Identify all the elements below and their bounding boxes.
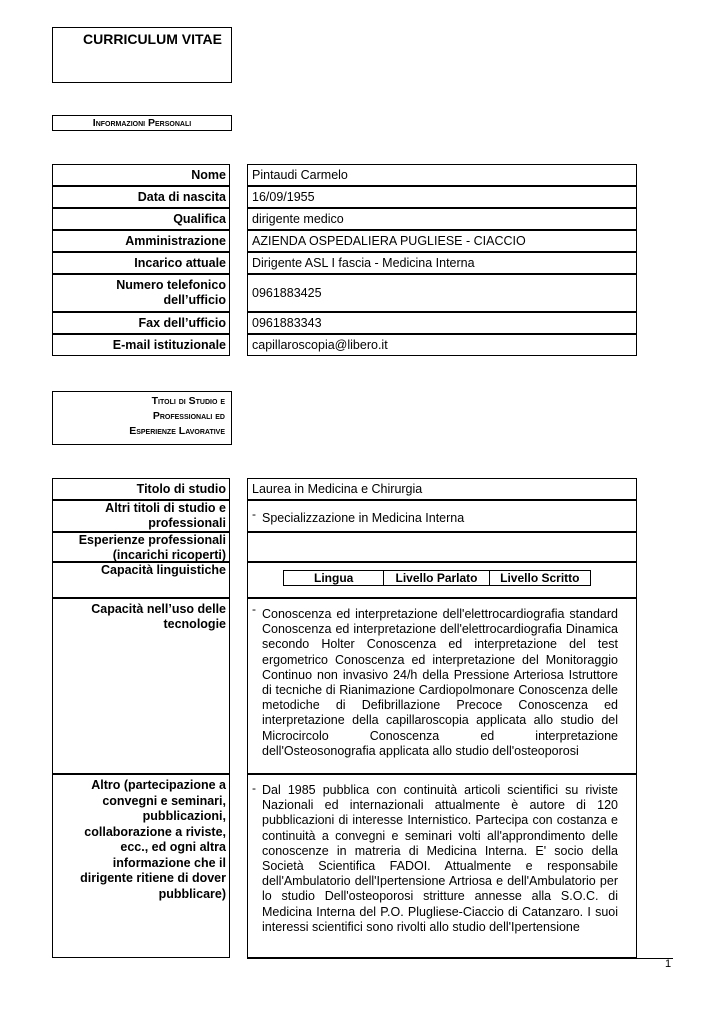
label-altri-titoli: Altri titoli di studio e professionali [52, 500, 230, 532]
label-incarico: Incarico attuale [52, 252, 230, 274]
value-esperienze [247, 532, 637, 562]
page-number: 1 [665, 958, 672, 970]
section-titoli-line1: Titoli di Studio e [151, 395, 225, 407]
value-tecnologie-text: Conoscenza ed interpretazione dell'elettrocardiografia standard Conoscenza ed interpretazione dell'elettrocardiografia Dinamica secondo Holter Conoscenza ed interpretazione del test ergometrico Conoscenza ed interpretazione del Monitoraggio Continuo non invasivo 24/h della Pressione Arteriosa Istruttore di tecniche di Rianimazione Cardiopolmonare Conoscenza delle metodiche di Defibrillazione Precoce Conoscenza ed interpretazione della capillaroscopia applicata allo studio del Microcircolo Conoscenza ed interpretazione dell'Osteosonografia applicata allo studio dell'osteoporosi [262, 607, 618, 758]
label-email: E-mail istituzionale [52, 334, 230, 356]
value-titolo-studio: Laurea in Medicina e Chirurgia [247, 478, 637, 500]
section-personal-heading: Informazioni Personali [52, 115, 232, 131]
value-altro-text: Dal 1985 pubblica con continuità articoli scientifici su riviste Nazionali ed internazionali attualmente è autore di 120 pubblicazioni di interesse Internistico. Partecipa con costanza e continuità a convegni e seminari volti all'approndimento delle conoscenze in matreria di Medicina Interna. E' socio della Società Scientifica FADOI. Attualmente e responsabile dell'Ambulatorio dell'Ipertensione Artriosa e dell'Ambulatorio per lo studio Dell'osteoporosi stritture annesse alla S.O.C. di Medicina Interna del P.O. Plugliese-Ciaccio di Catanzaro. I suoi interessi scientifici sono rivolti allo studio dell'Ipertensione [262, 783, 618, 934]
label-telefono: Numero telefonico dell’ufficio [52, 274, 230, 312]
footer-rule [247, 958, 673, 959]
label-qualifica: Qualifica [52, 208, 230, 230]
title-box [52, 27, 232, 83]
value-email: capillaroscopia@libero.it [247, 334, 637, 356]
value-amministrazione: AZIENDA OSPEDALIERA PUGLIESE - CIACCIO [247, 230, 637, 252]
lang-header-scritto: Livello Scritto [500, 571, 580, 585]
label-amministrazione: Amministrazione [52, 230, 230, 252]
value-fax: 0961883343 [247, 312, 637, 334]
dash-marker: - [252, 602, 256, 616]
label-fax: Fax dell’ufficio [52, 312, 230, 334]
value-tecnologie [247, 598, 637, 774]
lang-header-parlato: Livello Parlato [384, 571, 489, 585]
label-capacita-linguistiche: Capacità linguistiche [52, 562, 230, 598]
label-esperienze: Esperienze professionali (incarichi ricoperti) [52, 532, 230, 562]
label-nome: Nome [52, 164, 230, 186]
value-altri-titoli [247, 500, 637, 532]
value-qualifica: dirigente medico [247, 208, 637, 230]
lang-header-lingua: Lingua [284, 571, 384, 585]
section-titoli-heading [52, 391, 232, 445]
section-titoli-line2: Professionali ed [152, 410, 225, 422]
value-data-nascita: 16/09/1955 [247, 186, 637, 208]
value-nome: Pintaudi Carmelo [247, 164, 637, 186]
value-altro [247, 774, 637, 958]
dash-marker: - [252, 781, 256, 795]
dash-marker: - [252, 507, 256, 521]
value-altri-titoli-text: Specializzazione in Medicina Interna [262, 511, 465, 525]
label-altro: Altro (partecipazione a convegni e seminari, pubblicazioni, collaborazione a riviste, ecc., ed ogni altra informazione che il dirigente ritiene di dover pubblicare) [52, 774, 230, 958]
value-incarico: Dirigente ASL I fascia - Medicina Interna [247, 252, 637, 274]
label-titolo-studio: Titolo di studio [52, 478, 230, 500]
document-title: CURRICULUM VITAE [83, 31, 222, 47]
label-tecnologie: Capacità nell’uso delle tecnologie [52, 598, 230, 774]
section-titoli-line3: Esperienze Lavorative [129, 425, 225, 437]
label-data-nascita: Data di nascita [52, 186, 230, 208]
language-table [283, 570, 591, 586]
value-telefono: 0961883425 [247, 274, 637, 312]
